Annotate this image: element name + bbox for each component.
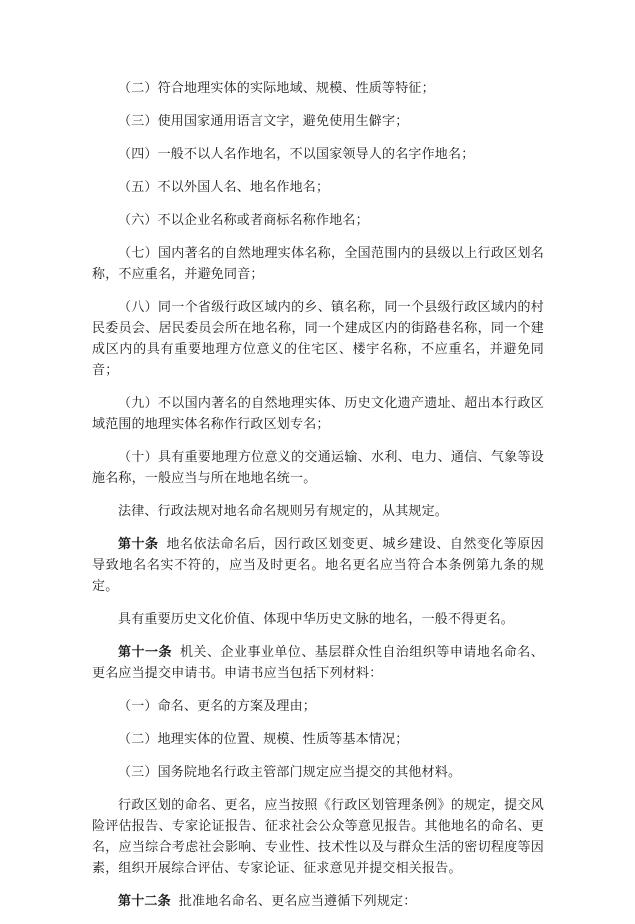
document-page [92, 78, 544, 924]
paragraph-historic-names [92, 609, 544, 630]
material-3 [92, 762, 544, 783]
material-2 [92, 729, 544, 750]
article-number: 第十一条 [118, 645, 172, 660]
paragraph-text: 行政区划的命名、更名，应当按照《行政区划管理条例》的规定，提交风险评估报告、专家论证报告、征求社会公众等意见报告。其他地名的命名、更名，应当综合考虑社会影响、专业性、技术性以及与群众生活的密切程度等因素，组织开展综合评估、专家论证、征求意见并提交相关报告。 [92, 798, 544, 876]
clause-text: （三）使用国家通用语言文字，避免使用生僻字； [118, 114, 409, 129]
paragraph-assessment [92, 795, 544, 879]
article-number: 第十条 [118, 537, 159, 552]
clause-4 [92, 144, 544, 165]
clause-9 [92, 393, 544, 435]
clause-3 [92, 111, 544, 132]
article-10 [92, 534, 544, 597]
clause-text: （七）国内著名的自然地理实体名称，全国范围内的县级以上行政区划名称，不应重名，并避免同音； [92, 246, 544, 282]
paragraph-text: 具有重要历史文化价值、体现中华历史文脉的地名，一般不得更名。 [118, 612, 515, 627]
clause-text: （六）不以企业名称或者商标名称作地名； [118, 213, 369, 228]
article-text: 机关、企业事业单位、基层群众性自治组织等申请地名命名、更名应当提交申请书。申请书应当包括下列材料： [92, 645, 544, 681]
paragraph-text: 法律、行政法规对地名命名规则另有规定的，从其规定。 [118, 504, 449, 519]
article-text: 批准地名命名、更名应当遵循下列规定： [178, 894, 417, 909]
clause-text: （五）不以外国人名、地名作地名； [118, 180, 330, 195]
material-text: （三）国务院地名行政主管部门规定应当提交的其他材料。 [118, 765, 462, 780]
clause-text: （八）同一个省级行政区域内的乡、镇名称，同一个县级行政区域内的村民委员会、居民委员会所在地名称，同一个建成区内的街路巷名称，同一个建成区内的具有重要地理方位意义的住宅区、楼宇名称，不应重名，并避免同音； [92, 300, 544, 378]
clause-2 [92, 78, 544, 99]
clause-text: （四）一般不以人名作地名，不以国家领导人的名字作地名； [118, 147, 475, 162]
clause-text: （九）不以国内著名的自然地理实体、历史文化遗产遗址、超出本行政区域范围的地理实体名称作行政区划专名； [92, 396, 544, 432]
material-text: （一）命名、更名的方案及理由； [118, 699, 317, 714]
clause-8 [92, 297, 544, 381]
clause-6 [92, 210, 544, 231]
paragraph-other-rules [92, 501, 544, 522]
article-text: 地名依法命名后，因行政区划变更、城乡建设、自然变化等原因导致地名名实不符的，应当及时更名。地名更名应当符合本条例第九条的规定。 [92, 537, 544, 594]
article-12 [92, 891, 544, 912]
material-1 [92, 696, 544, 717]
article-number: 第十二条 [118, 894, 171, 909]
clause-5 [92, 177, 544, 198]
clause-text: （十）具有重要地理方位意义的交通运输、水利、电力、通信、气象等设施名称，一般应当与所在地地名统一。 [92, 450, 544, 486]
clause-text: （二）符合地理实体的实际地域、规模、性质等特征； [118, 81, 435, 96]
article-11 [92, 642, 544, 684]
clause-10 [92, 447, 544, 489]
clause-7 [92, 243, 544, 285]
material-text: （二）地理实体的位置、规模、性质等基本情况； [118, 732, 409, 747]
